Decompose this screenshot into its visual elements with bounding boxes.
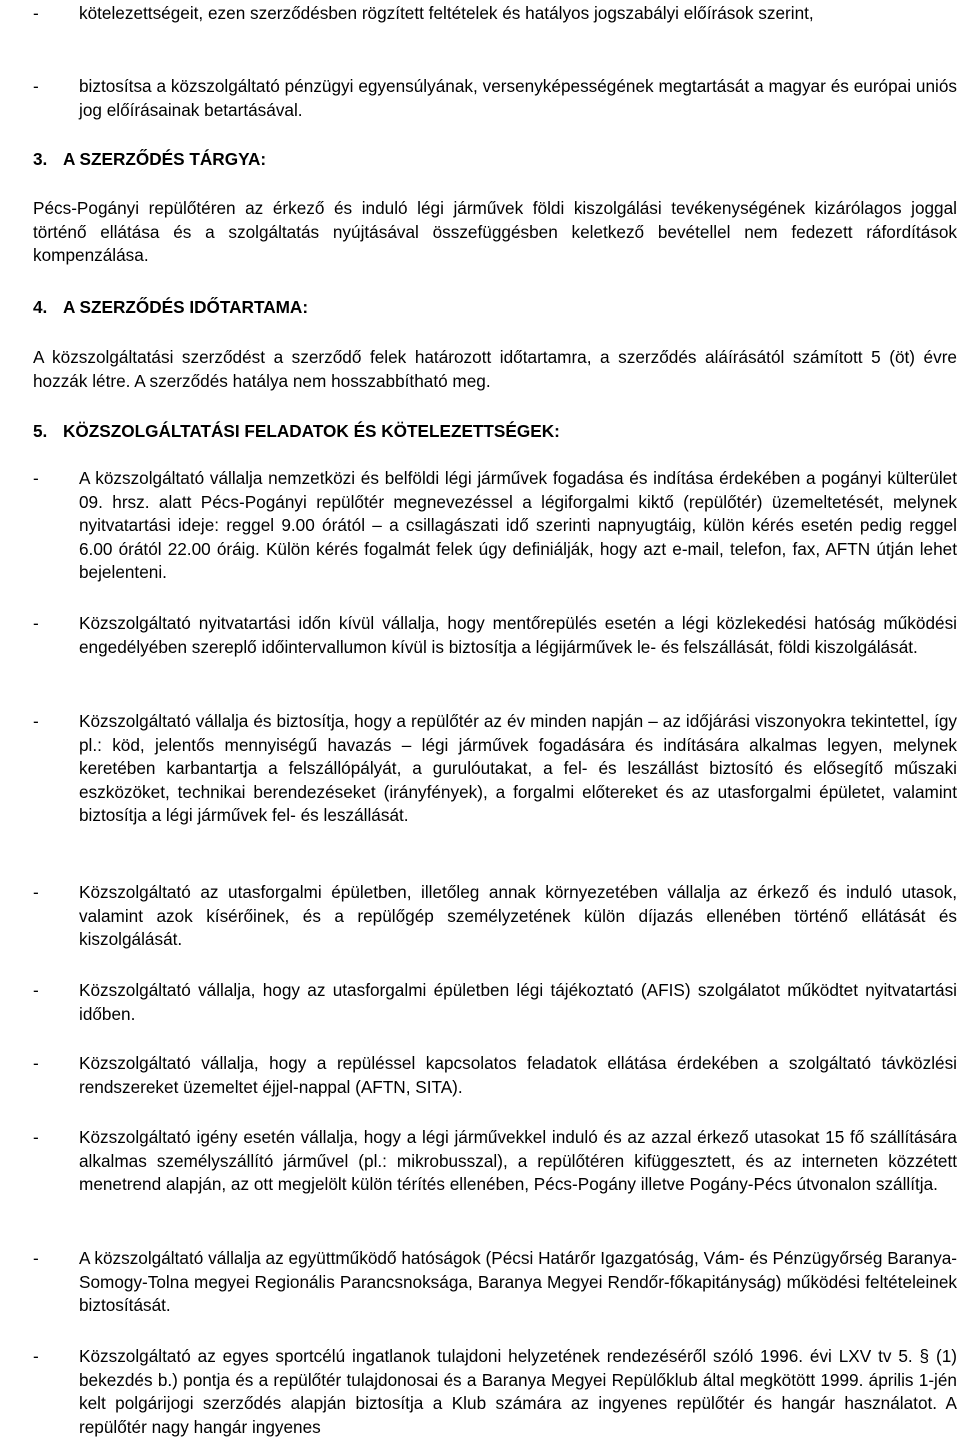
- list-item: [33, 979, 957, 1026]
- list-item-text: A közszolgáltató vállalja az együttműködő hatóságok (Pécsi Határőr Igazgatóság, Vám- és Pénzügyőrség Baranya-Somogy-Tolna megyei Regionális Parancsnoksága, Baranya Megyei Rendőr-főkapitányság) működési feltételeinek biztosítását.: [79, 1248, 957, 1316]
- list-item-text: kötelezettségeit, ezen szerződésben rögzített feltételek és hatályos jogszabályi előírások szerint,: [79, 3, 814, 23]
- list-item: [33, 1247, 957, 1318]
- section-number: 5.: [33, 421, 48, 441]
- section-title: A SZERZŐDÉS IDŐTARTAMA:: [63, 297, 309, 317]
- list-dash: -: [33, 882, 39, 902]
- list-item: [33, 75, 957, 122]
- list-item-text: Közszolgáltató vállalja és biztosítja, hogy a repülőtér az év minden napján – az időjárási viszonyokra tekintettel, így pl.: köd, jelentős mennyiségű havazás – légi járművek fogadására és indítására alkalmas legyen, melynek keretében karbantartja a felszállópályát, a gurulóutakat, a fel- és leszállást biztosító és elősegítő műszaki eszközöket, technikai berendezéseket (irányfények), a forgalmi előtereket és az utasforgalmi épületet, valamint biztosítja a légi járművek fel- és leszállását.: [79, 711, 957, 826]
- list-item-text: Közszolgáltató vállalja, hogy a repüléssel kapcsolatos feladatok ellátása érdekében a szolgáltató távközlési rendszereket üzemeltet éjjel-nappal (AFTN, SITA).: [79, 1053, 957, 1097]
- list-item-text: Közszolgáltató vállalja, hogy az utasforgalmi épületben légi tájékoztató (AFIS) szolgálatot működtet nyitvatartási időben.: [79, 980, 957, 1024]
- list-dash: -: [33, 980, 39, 1000]
- list-item: [33, 612, 957, 659]
- list-item-text: Közszolgáltató nyitvatartási időn kívül vállalja, hogy mentőrepülés esetén a légi közlekedési hatóság működési engedélyében szereplő időintervallumon kívül is biztosítja a légijárművek le- és felszállását, földi kiszolgálását.: [79, 613, 957, 657]
- list-dash: -: [33, 1248, 39, 1268]
- section-title: KÖZSZOLGÁLTATÁSI FELADATOK ÉS KÖTELEZETTSÉGEK:: [63, 421, 560, 441]
- list-dash: -: [33, 1053, 39, 1073]
- list-dash: -: [33, 613, 39, 633]
- list-dash: -: [33, 3, 39, 23]
- list-item-text: Közszolgáltató igény esetén vállalja, hogy a légi járművekkel induló és az azzal érkező utasokat 15 fő szállítására alkalmas személyszállító járművel (pl.: mikrobusszal), a repülőtéren kifüggesztett, és az interneten közzétett menetrend alapján, az ott megjelölt külön térítés ellenében, Pécs-Pogány illetve Pogány-Pécs útvonalon szállítja.: [79, 1127, 957, 1195]
- list-item: [33, 467, 957, 585]
- section-number: 3.: [33, 149, 48, 169]
- list-dash: -: [33, 711, 39, 731]
- list-item: [33, 1126, 957, 1197]
- list-item-text: biztosítsa a közszolgáltató pénzügyi egyensúlyának, versenyképességének megtartását a magyar és európai uniós jog előírásainak betartásával.: [79, 76, 957, 120]
- section-5-heading: [33, 420, 957, 444]
- list-item: [33, 710, 957, 828]
- list-dash: -: [33, 1127, 39, 1147]
- section-3-heading: [33, 148, 957, 172]
- list-item: [33, 881, 957, 952]
- list-dash: -: [33, 76, 39, 96]
- list-dash: -: [33, 468, 39, 488]
- list-item: [33, 1052, 957, 1099]
- list-dash: -: [33, 1346, 39, 1366]
- section-3-paragraph: Pécs-Pogányi repülőtéren az érkező és induló légi járművek földi kiszolgálási tevékenységének kizárólagos joggal történő ellátása és a szolgáltatás nyújtásával összefüggésben keletkező bevétellel nem fedezett ráfordítások kompenzálása.: [33, 198, 957, 266]
- section-4-paragraph: A közszolgáltatási szerződést a szerződő felek határozott időtartamra, a szerződés aláírásától számított 5 (öt) évre hozzák létre. A szerződés hatálya nem hosszabbítható meg.: [33, 347, 957, 391]
- list-item: [33, 1345, 957, 1439]
- section-number: 4.: [33, 297, 48, 317]
- list-item-text: Közszolgáltató az utasforgalmi épületben, illetőleg annak környezetében vállalja az érkező és induló utasok, valamint azok kísérőinek, és a repülőgép személyzetének külön díjazás ellenében történő ellátását és kiszolgálását.: [79, 882, 957, 950]
- section-title: A SZERZŐDÉS TÁRGYA:: [63, 149, 267, 169]
- list-item-text: A közszolgáltató vállalja nemzetközi és belföldi légi járművek fogadása és indítása érdekében a pogányi külterület 09. hrsz. alatt Pécs-Pogányi repülőtér megnevezéssel a légiforgalmi kiktő (repülőtér) üzemeltetését, melynek nyitvatartási ideje: reggel 9.00 órától – a csillagászati idő szerinti napnyugtáig, külön kérés esetén pedig reggel 6.00 órától 22.00 óráig. Külön kérés fogalmát felek úgy definiálják, hogy azt e-mail, telefon, fax, AFTN útján lehet bejelenteni.: [79, 468, 957, 583]
- list-item-text: Közszolgáltató az egyes sportcélú ingatlanok tulajdoni helyzetének rendezéséről szóló 1996. évi LXV tv 5. § (1) bekezdés b.) pontja és a repülőtér tulajdonosai és a Baranya Megyei Repülőklub által megkötött 1999. április 1-jén kelt polgárijogi szerződés alapján biztosítja a Klub számára az ingyenes repülőtér és hangár használatot. A repülőtér nagy hangár ingyenes: [79, 1346, 957, 1437]
- section-4-heading: [33, 296, 957, 320]
- list-item: [33, 2, 957, 26]
